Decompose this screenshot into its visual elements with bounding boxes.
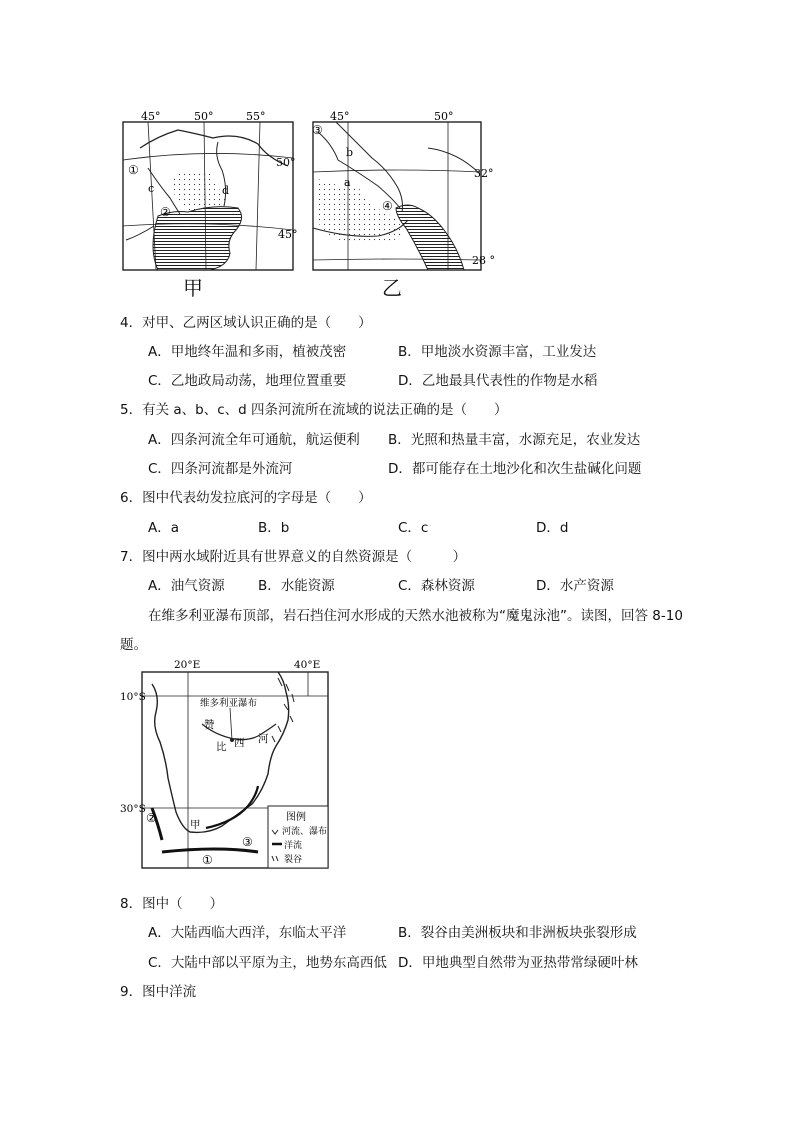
lon-label: 45° bbox=[330, 110, 350, 123]
lat-label: 50° bbox=[276, 156, 296, 169]
lon-label: 50° bbox=[434, 110, 454, 123]
lon-label: 20°E bbox=[174, 659, 201, 671]
river-label: d bbox=[222, 184, 230, 197]
intro-line-2: 题。 bbox=[120, 637, 147, 653]
question-8-option-b[interactable]: B．裂谷由美洲板块和非洲板块张裂形成 bbox=[398, 925, 637, 941]
question-8-option-a[interactable]: A．大陆西临大西洋，东临太平洋 bbox=[148, 925, 347, 941]
current-label: ② bbox=[146, 811, 157, 825]
question-8-option-c[interactable]: C．大陆中部以平原为主，地势东高西低 bbox=[148, 955, 387, 971]
river-char: 河 bbox=[258, 733, 269, 745]
question-4-stem: 4．对甲、乙两区域认识正确的是（ ） bbox=[120, 315, 372, 331]
question-7-option-c[interactable]: C．森林资源 bbox=[398, 578, 475, 594]
question-6-option-c[interactable]: C．c bbox=[398, 520, 429, 536]
river-label: a bbox=[344, 176, 351, 189]
question-7-option-b[interactable]: B．水能资源 bbox=[258, 578, 335, 594]
legend-item-rift: 裂谷 bbox=[284, 855, 303, 865]
point-label: ① bbox=[128, 163, 139, 177]
lat-label: 30°S bbox=[120, 803, 146, 815]
current-label: ① bbox=[202, 853, 213, 867]
question-6-stem: 6．图中代表幼发拉底河的字母是（ ） bbox=[120, 490, 372, 506]
legend-item-river: 河流、瀑布 bbox=[282, 827, 328, 837]
point-label: ④ bbox=[382, 199, 393, 213]
river-char: 赞 bbox=[204, 719, 215, 731]
current-label: ③ bbox=[242, 835, 253, 849]
question-8-option-d[interactable]: D．甲地典型自然带为亚热带常绿硬叶林 bbox=[398, 955, 638, 971]
river-label: c bbox=[148, 182, 155, 195]
question-7-option-d[interactable]: D．水产资源 bbox=[536, 578, 614, 594]
question-6-option-d[interactable]: D．d bbox=[536, 520, 569, 536]
lat-label: 10°S bbox=[120, 691, 146, 703]
question-5-stem: 5．有关 a、b、c、d 四条河流所在流域的说法正确的是（ ） bbox=[120, 402, 508, 418]
point-label: ③ bbox=[312, 123, 323, 137]
river-char: 比 bbox=[216, 741, 227, 753]
lat-label: 45° bbox=[278, 228, 298, 241]
place-label: 甲 bbox=[190, 819, 201, 831]
question-9-stem: 9．图中洋流 bbox=[120, 984, 197, 1000]
question-7-stem: 7．图中两水域附近具有世界意义的自然资源是（ ） bbox=[120, 549, 467, 565]
lat-label: 32° bbox=[474, 167, 494, 180]
question-5-option-d[interactable]: D．都可能存在土地沙化和次生盐碱化问题 bbox=[388, 461, 642, 477]
question-4-option-d[interactable]: D．乙地最具代表性的作物是水稻 bbox=[398, 373, 598, 389]
question-6-option-b[interactable]: B．b bbox=[258, 520, 290, 536]
question-5-option-c[interactable]: C．四条河流都是外流河 bbox=[148, 461, 293, 477]
question-5-option-b[interactable]: B．光照和热量丰富，水源充足，农业发达 bbox=[388, 432, 641, 448]
point-label: ② bbox=[160, 205, 171, 219]
legend-title: 图例 bbox=[286, 812, 306, 823]
river-label: b bbox=[346, 146, 354, 159]
map-yi bbox=[308, 108, 498, 296]
question-5-option-a[interactable]: A．四条河流全年可通航，航运便利 bbox=[148, 432, 360, 448]
question-4-option-a[interactable]: A．甲地终年温和多雨，植被茂密 bbox=[148, 344, 347, 360]
lat-label: 28 ° bbox=[472, 254, 495, 267]
question-7-option-a[interactable]: A．油气资源 bbox=[148, 578, 225, 594]
lon-label: 55° bbox=[246, 110, 266, 123]
falls-label: 维多利亚瀑布 bbox=[200, 698, 258, 709]
map-caption-yi: 乙 bbox=[382, 276, 402, 300]
lon-label: 40°E bbox=[294, 659, 321, 671]
question-4-option-c[interactable]: C．乙地政局动荡，地理位置重要 bbox=[148, 373, 347, 389]
river-char: 西 bbox=[234, 737, 245, 749]
africa-map bbox=[118, 656, 338, 876]
question-4-option-b[interactable]: B．甲地淡水资源丰富，工业发达 bbox=[398, 344, 597, 360]
map-jia bbox=[118, 108, 298, 296]
question-8-stem: 8．图中（ ） bbox=[120, 896, 224, 912]
lon-label: 50° bbox=[194, 110, 214, 123]
question-6-option-a[interactable]: A．a bbox=[148, 520, 180, 536]
lon-label: 45° bbox=[141, 110, 161, 123]
map-caption-jia: 甲 bbox=[183, 276, 203, 300]
intro-line-1: 在维多利亚瀑布顶部，岩石挡住河水形成的天然水池被称为“魔鬼泳池”。读图，回答 8-10 bbox=[148, 608, 683, 624]
legend-item-current: 洋流 bbox=[284, 841, 303, 851]
